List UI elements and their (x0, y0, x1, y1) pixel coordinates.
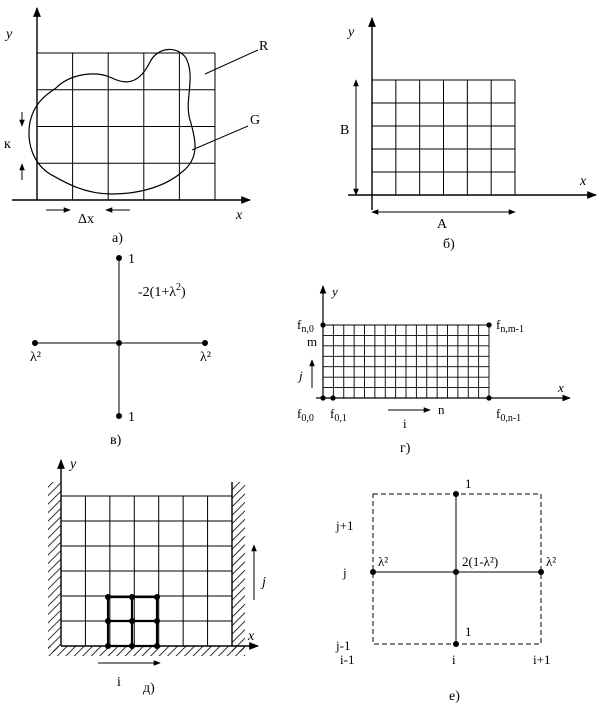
node-v-right (202, 340, 208, 346)
node-e-left (370, 569, 376, 575)
col-label-right: i+1 (533, 652, 551, 667)
node-v-bottom (116, 413, 122, 419)
panel-d (48, 457, 266, 696)
panel-v-caption: в) (110, 433, 122, 448)
v-left-label: λ² (30, 350, 41, 365)
stencil-d-node (154, 594, 160, 600)
node-f-00 (320, 395, 325, 400)
stencil-d-node (154, 618, 160, 624)
e-left-label: λ² (378, 554, 389, 569)
region-r-pointer (205, 50, 258, 74)
dx-label: Δx (78, 212, 95, 227)
v-bottom-label: 1 (128, 410, 135, 425)
node-f-n0 (320, 322, 325, 327)
width-a-label: A (437, 217, 448, 232)
panel-d-i-label: i (117, 675, 121, 690)
node-v-top (116, 255, 122, 261)
node-e-top (453, 491, 459, 497)
panel-d-grid (61, 496, 232, 646)
stencil-d-node (129, 618, 135, 624)
panel-a-x-label: x (236, 208, 243, 223)
row-label-mid: j (343, 565, 347, 580)
col-label-mid: i (452, 652, 456, 667)
node-e-center (453, 569, 459, 575)
panel-d-j-label: j (262, 575, 266, 590)
panel-v (30, 252, 211, 448)
panel-a-caption: а) (112, 231, 123, 246)
k-label: к (4, 137, 11, 152)
panel-e (335, 476, 556, 704)
stencil-d-node (129, 594, 135, 600)
label-f-01: $f_{0,1}$ (330, 406, 347, 424)
row-label-bot: j-1 (336, 638, 351, 653)
j-label: j (299, 368, 303, 383)
stencil-d-node (105, 594, 111, 600)
stencil-d-node (154, 643, 160, 649)
node-f-01 (330, 395, 335, 400)
panel-a (4, 8, 269, 246)
stencil-d-node (105, 643, 111, 649)
panel-b-y-label: y (348, 25, 355, 40)
v-center-coef: $-2(1+\lambda^2)$ (138, 282, 186, 300)
panel-d-x-label: x (248, 629, 255, 644)
left-wall-hatch (48, 482, 61, 652)
region-g-boundary (29, 49, 195, 194)
panel-b-grid (372, 80, 515, 195)
node-v-left (32, 340, 38, 346)
panel-g-y-label: y (332, 284, 338, 299)
panel-d-y-label: y (70, 457, 77, 472)
height-b-label: B (340, 123, 350, 138)
label-f-nm1: $f_{n,m-1}$ (496, 317, 524, 335)
bottom-wall-hatch (48, 646, 245, 656)
node-f-0n1 (486, 395, 491, 400)
stencil-d-node (129, 643, 135, 649)
node-v-center (116, 340, 122, 346)
panel-a-y-label: y (6, 27, 13, 42)
node-e-right (538, 569, 544, 575)
n-label: n (438, 402, 445, 417)
panel-b (340, 18, 596, 252)
panel-g-caption: г) (400, 441, 411, 456)
panel-b-x-label: x (580, 174, 587, 189)
stencil-e-dashed-box (373, 494, 541, 644)
panel-d-stencil (105, 594, 160, 649)
node-f-nm1 (486, 322, 491, 327)
panel-b-caption: б) (443, 237, 455, 252)
panel-a-grid (37, 53, 215, 200)
label-f-0n1: $f_{0,n-1}$ (496, 406, 522, 424)
panel-d-caption: д) (143, 681, 155, 696)
e-right-label: λ² (546, 554, 557, 569)
i-label: i (403, 416, 407, 431)
panel-g (297, 284, 570, 456)
label-f-n0: $f_{n,0}$ (297, 317, 314, 335)
panel-e-caption: е) (449, 689, 460, 704)
panel-g-grid (323, 325, 489, 398)
label-f-00: $f_{0,0}$ (297, 406, 314, 424)
node-e-bottom (453, 641, 459, 647)
panel-g-x-label: x (558, 380, 564, 395)
col-label-left: i-1 (340, 652, 355, 667)
region-g-label: G (250, 113, 261, 128)
e-center-coef: 2(1-λ²) (462, 554, 499, 569)
v-top-label: 1 (128, 252, 135, 267)
e-top-label: 1 (465, 476, 472, 491)
stencil-d-node (105, 618, 111, 624)
e-bottom-label: 1 (465, 624, 472, 639)
region-g-pointer (192, 126, 248, 150)
region-r-label: R (259, 39, 269, 54)
row-label-top: j+1 (336, 518, 354, 533)
right-wall-hatch (232, 482, 245, 652)
v-right-label: λ² (200, 350, 211, 365)
m-label: m (307, 334, 318, 349)
